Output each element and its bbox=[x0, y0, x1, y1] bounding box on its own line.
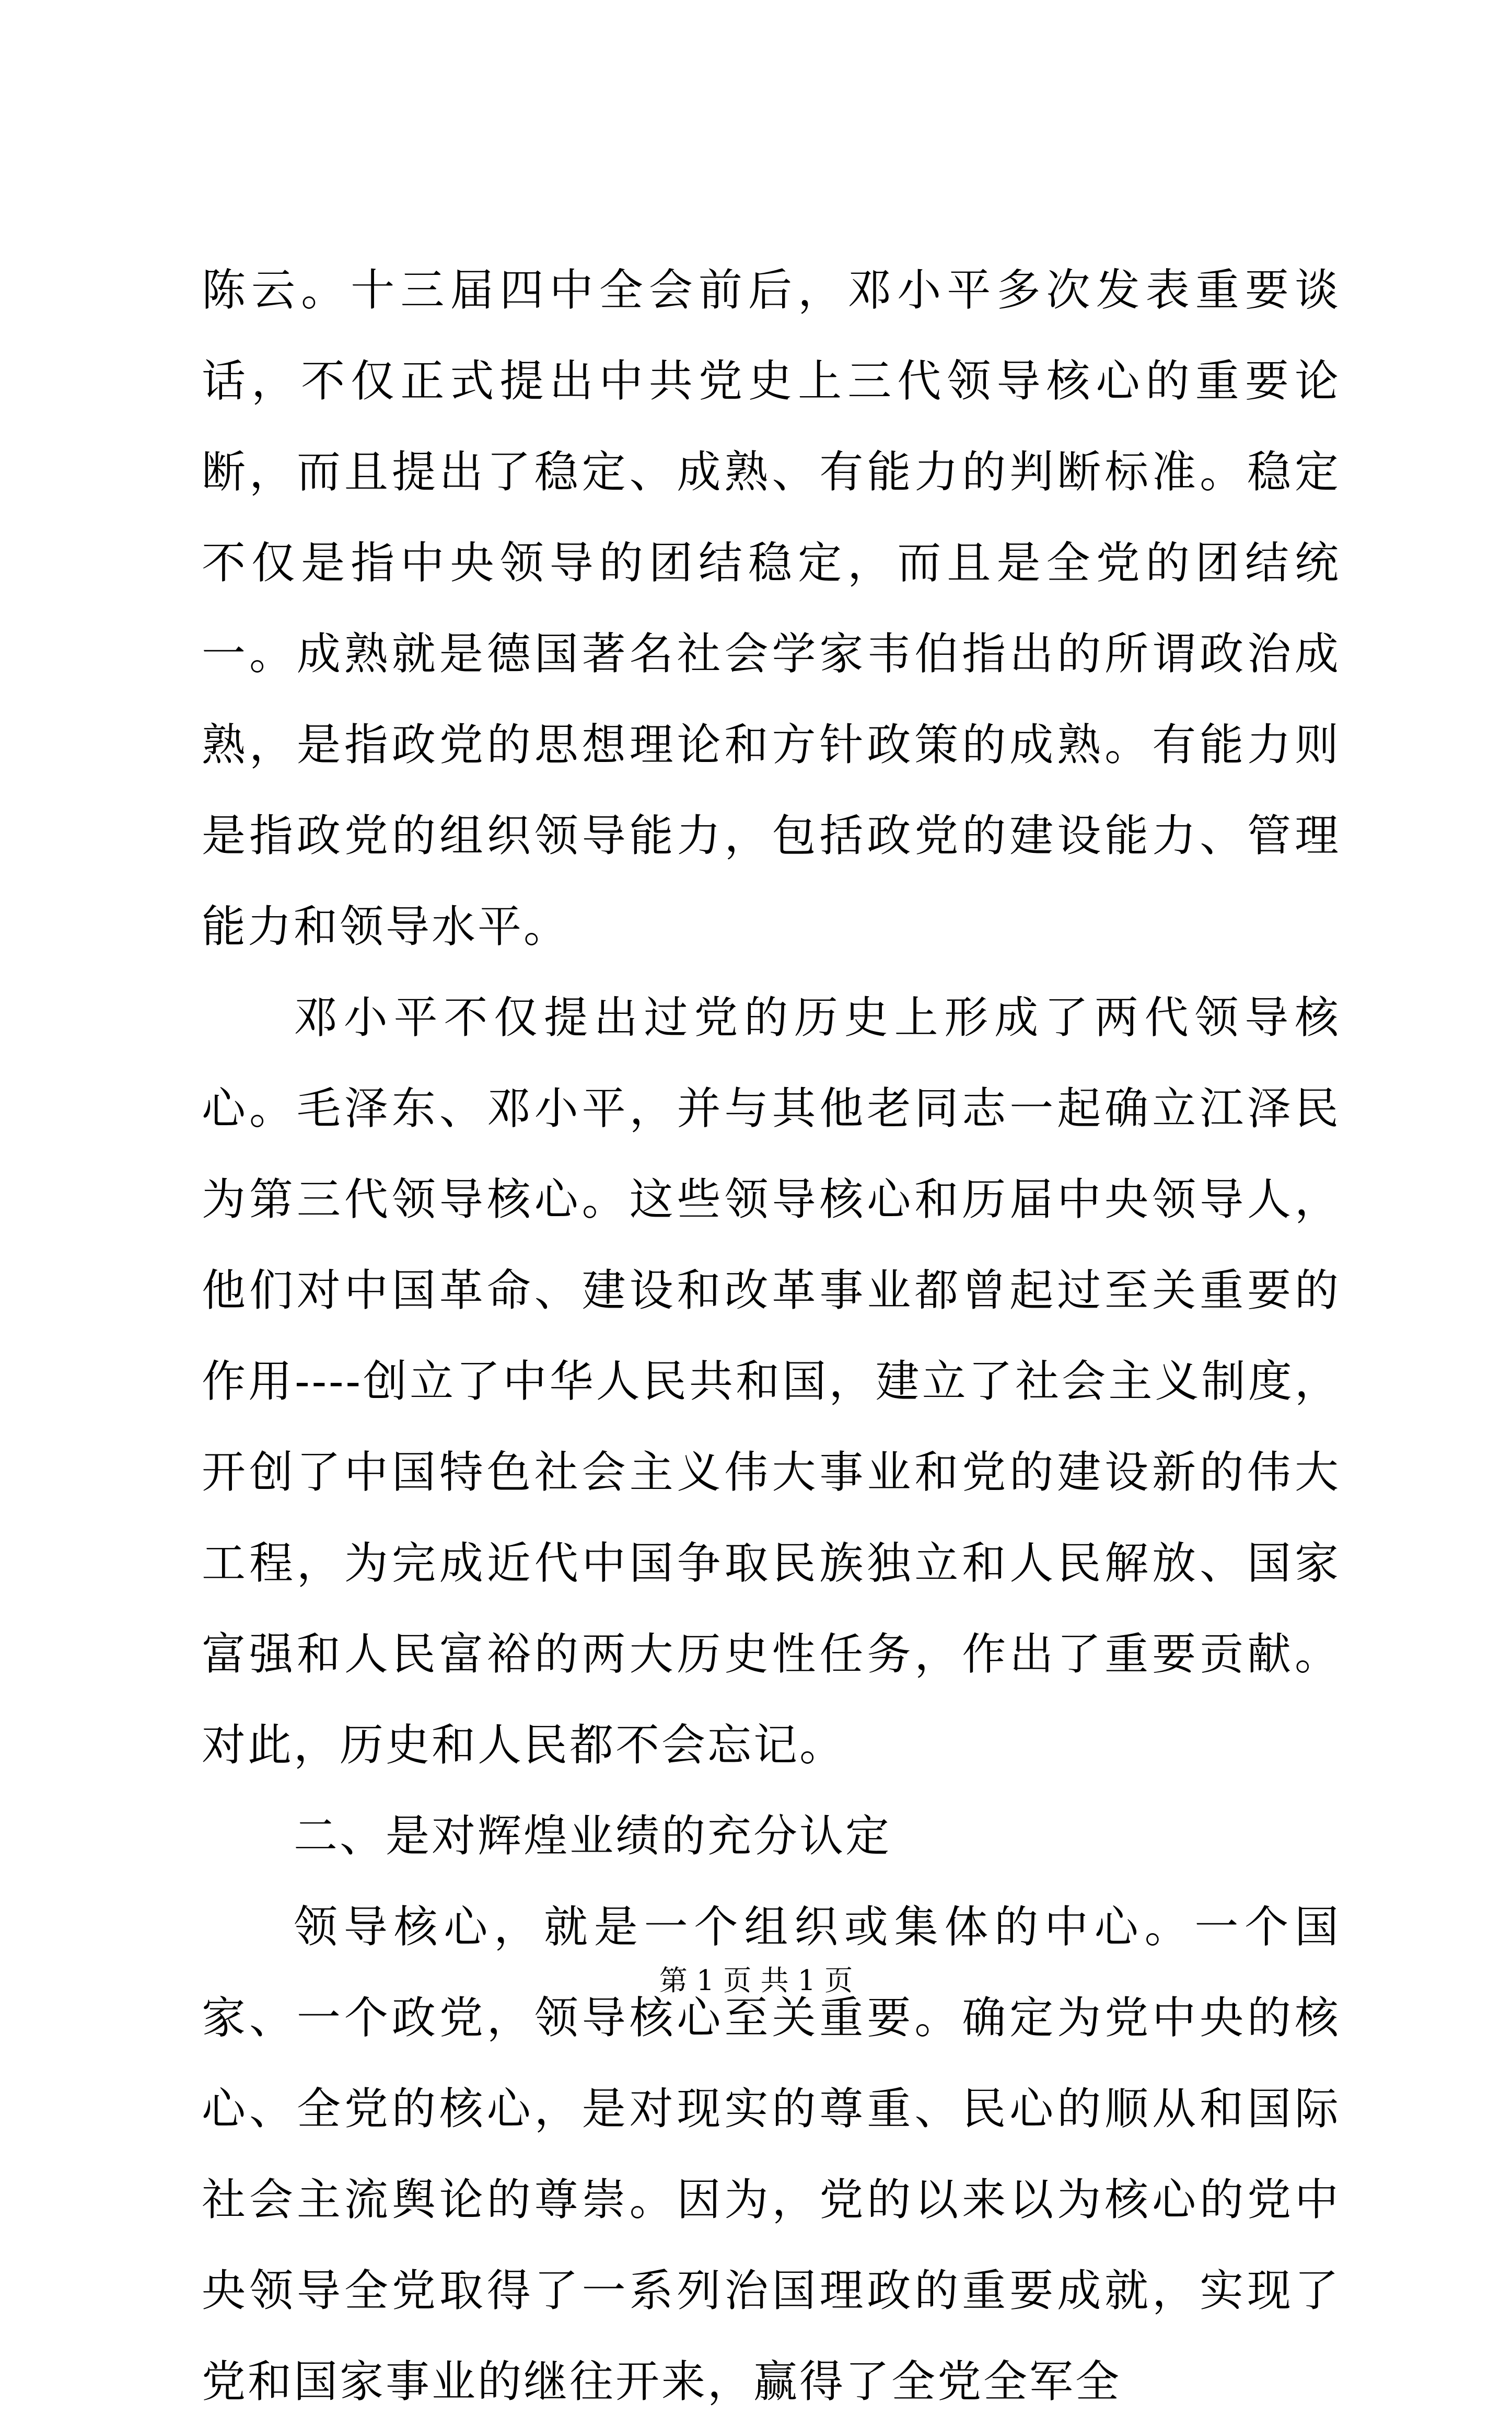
section-heading: 二、是对辉煌业绩的充分认定 bbox=[294, 1810, 892, 1862]
paragraph-continuation: 陈云。十三届四中全会前后，邓小平多次发表重要谈话，不仅正式提出中共党史上三代领导核心的重要论断，而且提出了稳定、成熟、有能力的判断标准。稳定不仅是指中央领导的团结稳定，而且是全党的团结统一。成熟就是德国著名社会学家韦伯指出的所谓政治成熟，是指政党的思想理论和方针政策的成熟。有能力则是指政党的组织领导能力，包括政党的建设能力、管理能力和领导水平。 bbox=[202, 264, 1341, 952]
paragraph-core-definition: 领导核心，就是一个组织或集体的中心。一个国家、一个政党，领导核心至关重要。确定为党中央的核心、全党的核心，是对现实的尊重、民心的顺从和国际社会主流舆论的尊崇。因为，党的以来以为核心的党中央领导全党取得了一系列治国理政的重要成就，实现了党和国家事业的继往开来，赢得了全党全军全 bbox=[202, 1901, 1341, 2407]
document-body bbox=[202, 245, 1341, 2427]
page-footer: 第 1 页 共 1 页 bbox=[659, 1964, 853, 1997]
paragraph-leadership-cores: 邓小平不仅提出过党的历史上形成了两代领导核心。毛泽东、邓小平，并与其他老同志一起确立江泽民为第三代领导核心。这些领导核心和历届中央领导人，他们对中国革命、建设和改革事业都曾起过至关重要的作用----创立了中华人民共和国，建立了社会主义制度，开创了中国特色社会主义伟大事业和党的建设新的伟大工程，为完成近代中国争取民族独立和人民解放、国家富强和人民富裕的两大历史性任务，作出了重要贡献。对此，历史和人民都不会忘记。 bbox=[202, 992, 1341, 1771]
